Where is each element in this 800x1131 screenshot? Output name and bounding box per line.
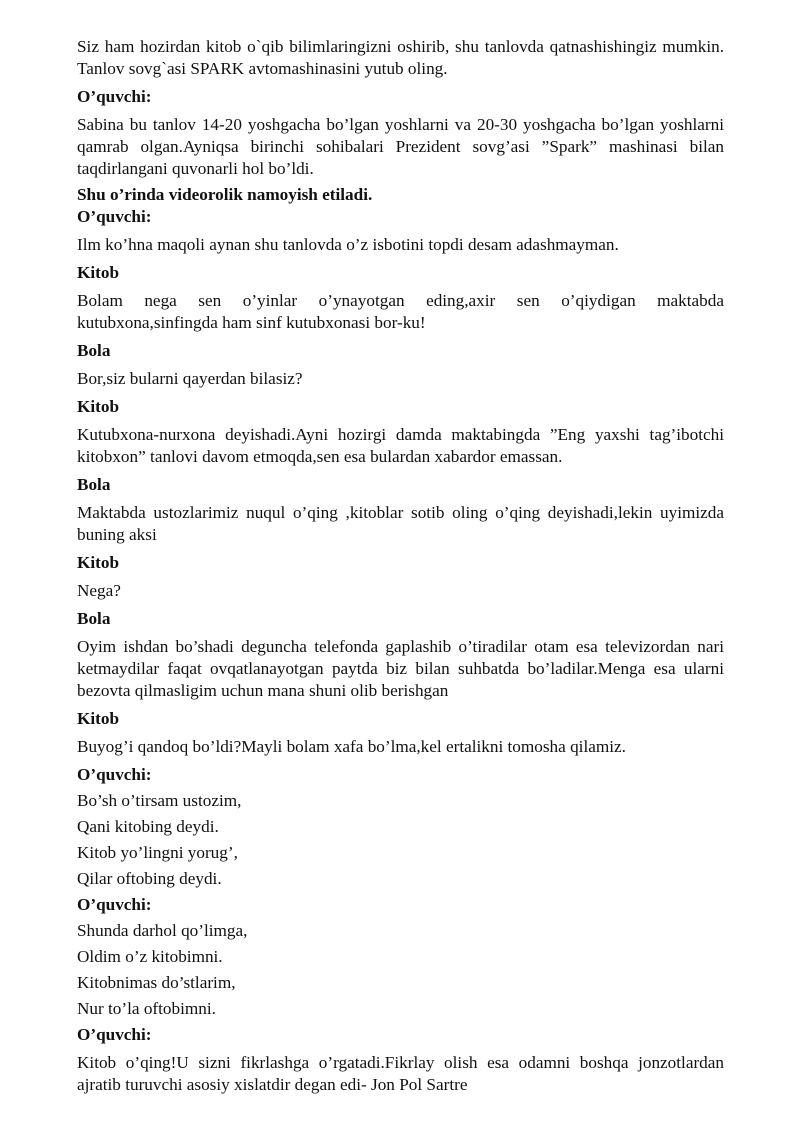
dialogue-paragraph: Buyog’i qandoq bo’ldi?Mayli bolam xafa bo’lma,kel ertalikni tomosha qilamiz. [77,737,626,756]
speaker-label: Bola [77,475,111,494]
speaker-label: O’quvchi: [77,207,152,226]
dialogue-paragraph: Oyim ishdan bo’shadi deguncha telefonda gaplashib o’tiradilar otam esa televizordan nari ketmaydilar faqat ovqatlanayotgan paytda biz bilan suhbatda bo’ladilar.Menga esa ularni bezovta qilmasligim uchun mana shuni olib berishgan [77,637,724,700]
poem-line: Kitob yo’lingni yorug’, [77,843,238,862]
speaker-label: Kitob [77,709,120,728]
speaker-label: O’quvchi: [77,895,152,914]
speaker-label: O’quvchi: [77,1025,152,1044]
poem-line: Nur to’la oftobimni. [77,999,216,1018]
speaker-label: Bola [77,609,111,628]
speaker-label: Kitob [77,263,120,282]
speaker-label: O’quvchi: [77,87,152,106]
poem-line: Shunda darhol qo’limga, [77,921,248,940]
dialogue-paragraph: Bor,siz bularni qayerdan bilasiz? [77,369,303,388]
poem-line: Kitobnimas do’stlarim, [77,973,236,992]
stage-direction: Shu o’rinda videorolik namoyish etiladi. [77,185,373,204]
intro-paragraph: Siz ham hozirdan kitob o`qib bilimlaringizni oshirib, shu tanlovda qatnashishingiz mumkin. Tanlov sovg`asi SPARK avtomashinasini yutub oling. [77,37,724,78]
speaker-label: O’quvchi: [77,765,152,784]
document-page [77,36,724,1096]
dialogue-paragraph: Sabina bu tanlov 14-20 yoshgacha bo’lgan yoshlarni va 20-30 yoshgacha bo’lgan yoshlarni qamrab olgan.Ayniqsa birinchi sohibalari Prezident sovg’asi ”Spark” mashinasi bilan taqdirlangani quvonarli hol bo’ldi. [77,115,724,178]
speaker-label: Kitob [77,553,120,572]
closing-quote-paragraph: Kitob o’qing!U sizni fikrlashga o’rgatadi.Fikrlay olish esa odamni boshqa jonzotlardan ajratib turuvchi asosiy xislatdir degan edi- Jon Pol Sartre [77,1053,724,1094]
poem-line: Oldim o’z kitobimni. [77,947,223,966]
dialogue-paragraph: Bolam nega sen o’yinlar o’ynayotgan eding,axir sen o’qiydigan maktabda kutubxona,sinfingda ham sinf kutubxonasi bor-ku! [77,291,724,332]
poem-line: Qilar oftobing deydi. [77,869,222,888]
dialogue-paragraph: Kutubxona-nurxona deyishadi.Ayni hozirgi damda maktabingda ”Eng yaxshi tag’ibotchi kitobxon” tanlovi davom etmoqda,sen esa bulardan xabardor emassan. [77,425,724,466]
poem-line: Bo’sh o’tirsam ustozim, [77,791,242,810]
poem-line: Qani kitobing deydi. [77,817,219,836]
dialogue-paragraph: Ilm ko’hna maqoli aynan shu tanlovda o’z isbotini topdi desam adashmayman. [77,235,619,254]
dialogue-paragraph: Nega? [77,581,121,600]
speaker-label: Kitob [77,397,120,416]
speaker-label: Bola [77,341,111,360]
dialogue-paragraph: Maktabda ustozlarimiz nuqul o’qing ,kitoblar sotib oling o’qing deyishadi,lekin uyimizda buning aksi [77,503,724,544]
